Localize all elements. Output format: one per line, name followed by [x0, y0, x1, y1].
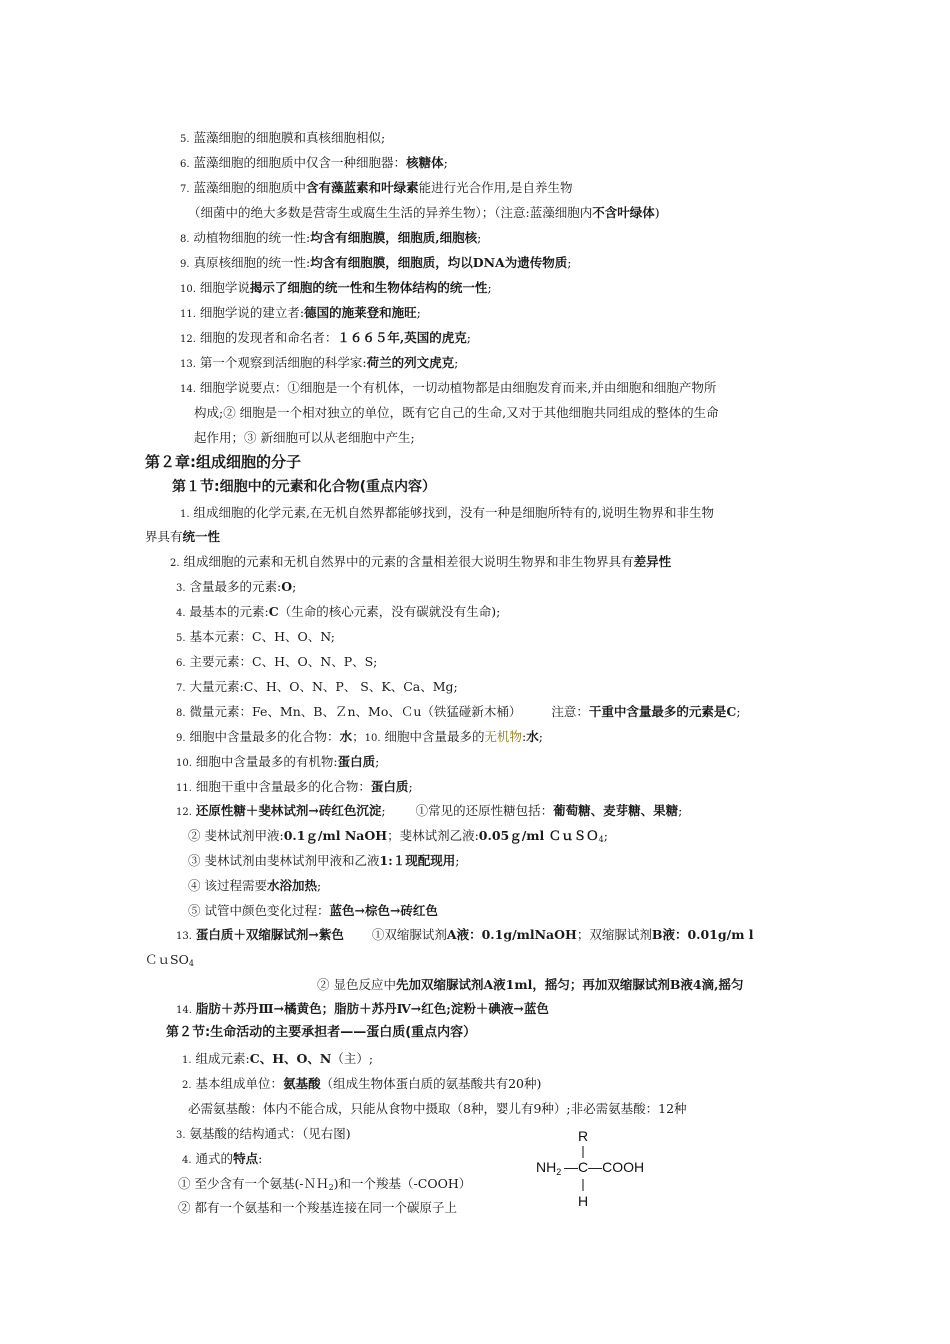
s1-item-1: 1. 组成细胞的化学元素,在无机自然界都能够找到，没有一种是细胞所特有的,说明生物界和非生物: [180, 505, 714, 520]
line-14: 14. 细胞学说要点：①细胞是一个有机体，一切动植物都是由细胞发育而来,并由细胞和细胞产物所: [180, 380, 717, 395]
formula-h: H: [578, 1193, 589, 1209]
section-2-heading: 第２节:生命活动的主要承担者——蛋白质(重点内容）: [166, 1025, 477, 1040]
s1-item-9: 9. 细胞中含量最多的化合物：水；10. 细胞中含量最多的无机物:水;: [176, 729, 543, 744]
s1-item-10: 10. 细胞中含量最多的有机物:蛋白质;: [176, 754, 380, 769]
s2-item-3: 3. 氨基酸的结构通式：（见右图): [176, 1126, 351, 1141]
s1-item-12-heat: ④ 该过程需要水浴加热;: [188, 878, 322, 893]
s2-item-4-b: ② 都有一个氨基和一个羧基连接在同一个碳原子上: [178, 1200, 457, 1215]
s1-item-12: 12. 还原性糖＋斐林试剂→砖红色沉淀; ①常见的还原性糖包括：葡萄糖、麦芽糖、果糖;: [176, 803, 683, 818]
s1-item-6: 6. 主要元素：C、H、O、N、P、S;: [176, 654, 378, 669]
s2-item-4-a: ① 至少含有一个氨基(-ＮＨ$_2$)和一个羧基（-COOH）: [178, 1176, 472, 1192]
chapter-2-heading: 第２章:组成细胞的分子: [145, 453, 301, 471]
line-7-note: （细菌中的绝大多数是营寄生或腐生生活的异养生物）；（注意:蓝藻细胞内不含叶绿体): [188, 205, 660, 220]
s1-item-12-mix: ③ 斐林试剂由斐林试剂甲液和乙液1:１现配现用;: [188, 853, 460, 868]
line-5: 5. 蓝藻细胞的细胞膜和真核细胞相似;: [180, 130, 386, 145]
line-9: 9. 真原核细胞的统一性:均含有细胞膜，细胞质，均以DNA为遗传物质;: [180, 255, 572, 270]
s1-item-14: 14. 脂肪＋苏丹Ⅲ→橘黄色；脂肪＋苏丹Ⅳ→红色;淀粉＋碘液→蓝色: [176, 1001, 549, 1016]
s1-item-12-reagent: ② 斐林试剂甲液:0.1ｇ/ml NaOH；斐林试剂乙液:0.05ｇ/ml ＣｕＳＯ$_4$;: [188, 828, 608, 844]
line-8: 8. 动植物细胞的统一性:均含有细胞膜，细胞质,细胞核;: [180, 230, 482, 245]
line-6: 6. 蓝藻细胞的细胞质中仅含一种细胞器：核糖体;: [180, 155, 448, 170]
s1-item-12-color: ⑤ 试管中颜色变化过程：蓝色→棕色→砖红色: [188, 903, 438, 918]
s2-item-1: 1. 组成元素:C、H、O、N（主）;: [182, 1051, 374, 1066]
s2-item-2-cont: 必需氨基酸：体内不能合成，只能从食物中摄取（8种，婴儿有9种）;非必需氨基酸：12种: [188, 1101, 687, 1116]
formula-r: R: [578, 1128, 589, 1144]
line-14-cont1: 构成;② 细胞是一个相对独立的单位，既有它自己的生命,又对于其他细胞共同组成的整体的生命: [194, 405, 719, 420]
s1-item-5: 5. 基本元素：C、H、O、N;: [176, 629, 335, 644]
line-11: 11. 细胞学说的建立者:德国的施莱登和施旺;: [180, 305, 421, 320]
s2-item-2: 2. 基本组成单位：氨基酸（组成生物体蛋白质的氨基酸共有20种): [182, 1076, 542, 1091]
formula-c-cooh: —C—COOH: [564, 1159, 645, 1175]
s1-item-2: 2. 组成细胞的元素和无机自然界中的元素的含量相差很大说明生物界和非生物界具有差异性: [170, 554, 672, 569]
s2-item-4: 4. 通式的特点:: [182, 1151, 263, 1166]
s1-item-4: 4. 最基本的元素:C（生命的核心元素，没有碳就没有生命);: [176, 604, 501, 619]
line-7: 7. 蓝藻细胞的细胞质中含有藻蓝素和叶绿素能进行光合作用,是自养生物: [180, 180, 573, 195]
section-1-heading: 第１节:细胞中的元素和化合物(重点内容）: [172, 479, 436, 495]
s1-item-7: 7. 大量元素:C、H、O、N、P、 S、K、Ca、Mg;: [176, 679, 458, 694]
s1-item-13: 13. 蛋白质＋双缩脲试剂→紫色 ①双缩脲试剂A液：0.1g/mlNaOH；双缩脲试剂B液：0.01g/m l: [176, 927, 754, 942]
line-10: 10. 细胞学说揭示了细胞的统一性和生物体结构的统一性;: [180, 280, 492, 295]
s1-item-3: 3. 含量最多的元素:O;: [176, 579, 297, 594]
s1-item-1-cont: 界具有统一性: [145, 529, 221, 544]
formula-nh: $NH_2$: [536, 1159, 562, 1177]
s1-item-11: 11. 细胞干重中含量最多的化合物：蛋白质;: [176, 779, 413, 794]
line-14-cont2: 起作用；③ 新细胞可以从老细胞中产生;: [194, 430, 415, 445]
line-12: 12. 细胞的发现者和命名者：１６６５年,英国的虎克;: [180, 330, 471, 345]
s1-item-13-cont: ＣｕSO$_4$: [145, 952, 194, 968]
s1-item-13-order: ② 显色反应中先加双缩脲试剂A液1ml，摇匀；再加双缩脲试剂B液4滴,摇匀: [317, 977, 744, 992]
line-13: 13. 第一个观察到活细胞的科学家:荷兰的列文虎克;: [180, 355, 459, 370]
s1-item-8: 8. 微量元素：Fe、Mn、B、Ｚn、Mo、Ｃu（铁猛碰新木桶） 注意：干重中含量最多的元素是C;: [176, 704, 741, 719]
amino-acid-structure-diagram: [528, 1124, 668, 1214]
